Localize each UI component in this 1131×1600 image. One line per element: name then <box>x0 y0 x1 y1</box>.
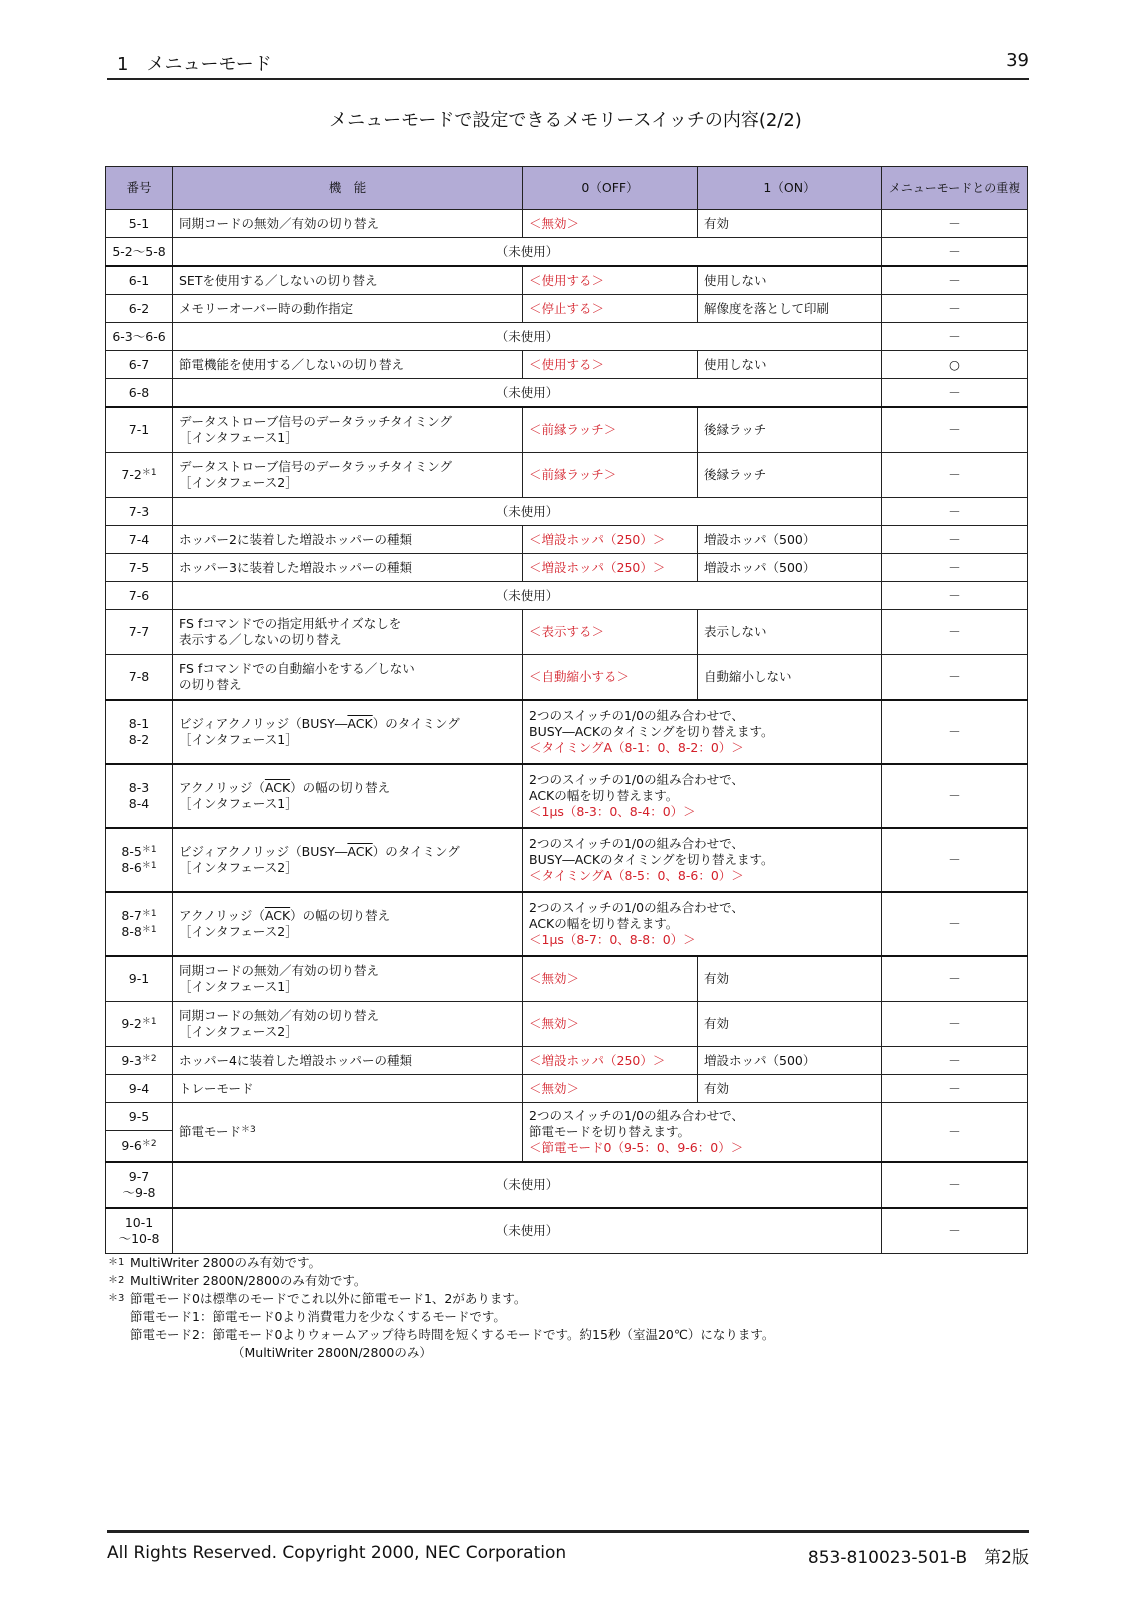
function-cell <box>173 407 523 453</box>
table-row <box>106 351 1028 379</box>
function-text-line-2: ［インタフェース1］ <box>179 430 298 445</box>
switch-number <box>106 210 173 238</box>
footnote-mark: ＊2 <box>108 1275 125 1286</box>
table-row <box>106 526 1028 554</box>
function-text: ）の幅の切り替え <box>290 780 391 795</box>
menu-overlap: － <box>882 526 1028 554</box>
unused-cell: （未使用） <box>173 582 882 610</box>
combination-description <box>523 892 882 956</box>
footnote-text: MultiWriter 2800N/2800のみ有効です。 <box>130 1273 367 1288</box>
combination-description <box>523 828 882 892</box>
footnote-mark: ＊1 <box>141 845 157 855</box>
function-cell <box>173 351 523 379</box>
on-setting: 有効 <box>698 956 882 1002</box>
description-line-2: 節電モードを切り替えます。 <box>529 1124 691 1139</box>
function-text: ）のタイミング <box>372 844 460 859</box>
function-text-line-2: ［インタフェース1］ <box>179 796 298 811</box>
function-text: SETを使用する／しないの切り替え <box>179 272 378 288</box>
off-setting: ＜無効＞ <box>523 210 698 238</box>
table-row <box>106 610 1028 655</box>
table-row <box>106 1075 1028 1103</box>
function-text: FS fコマンドでの自動縮小をする／しない <box>179 661 415 676</box>
section-title: 1 メニューモード <box>117 54 272 75</box>
memory-switch-table <box>105 166 1028 1254</box>
menu-overlap: － <box>882 266 1028 295</box>
function-text-line-2: ［インタフェース2］ <box>179 1024 298 1039</box>
table-header-row <box>106 167 1028 210</box>
on-setting: 解像度を落として印刷 <box>698 295 882 323</box>
switch-number-text: 6-7 <box>128 356 150 372</box>
switch-number <box>106 1075 173 1103</box>
function-text: 節電機能を使用する／しないの切り替え <box>179 356 405 372</box>
footnote-mark: ＊1 <box>141 909 157 919</box>
footnote-mark: ＊2 <box>141 1139 157 1149</box>
function-text-line-2: ［インタフェース2］ <box>179 475 298 490</box>
function-cell <box>173 610 523 655</box>
function-text: アクノリッジ（ <box>179 780 265 795</box>
menu-overlap: － <box>882 764 1028 828</box>
function-text: 節電モード <box>179 1124 242 1139</box>
switch-number-text: 7-8 <box>128 669 150 684</box>
function-text-line-2: ［インタフェース2］ <box>179 924 298 939</box>
switch-number <box>106 498 173 526</box>
switch-number-text: 8-6 <box>121 860 142 875</box>
description-line-2: BUSY―ACKのタイミングを切り替えます。 <box>529 724 774 739</box>
switch-number-text: 5-2～5-8 <box>112 243 166 259</box>
switch-number-text: 9-1 <box>128 971 150 986</box>
table-row <box>106 764 1028 828</box>
footnote-mark: ＊3 <box>108 1293 125 1304</box>
page-number: 39 <box>1006 50 1029 71</box>
switch-number-text: 7-3 <box>128 503 150 519</box>
footnote-mark: ＊1 <box>108 1257 125 1268</box>
header-number: 番号 <box>106 167 173 210</box>
function-cell <box>173 828 523 892</box>
off-setting: ＜停止する＞ <box>523 295 698 323</box>
header-off: 0（OFF） <box>523 167 698 210</box>
header-on: 1（ON） <box>698 167 882 210</box>
function-text: ホッパー2に装着した増設ホッパーの種類 <box>179 531 412 547</box>
switch-number <box>106 554 173 582</box>
function-text-line-2: ［インタフェース1］ <box>179 979 298 994</box>
table-row <box>106 453 1028 498</box>
page-footer <box>107 1530 1029 1568</box>
header-function: 機 能 <box>173 167 523 210</box>
description-line-1: 2つのスイッチの1/0の組み合わせで、 <box>529 900 744 915</box>
description-line-1: 2つのスイッチの1/0の組み合わせで、 <box>529 836 744 851</box>
table-row <box>106 1002 1028 1047</box>
switch-number <box>106 266 173 295</box>
table-row <box>106 1208 1028 1254</box>
footnote-3-line-4: （MultiWriter 2800N/2800のみ） <box>232 1345 432 1360</box>
switch-number-text: ～10-8 <box>118 1231 160 1246</box>
switch-number <box>106 892 173 956</box>
function-text: ）のタイミング <box>372 716 460 731</box>
table-row <box>106 498 1028 526</box>
switch-number-text: 6-3～6-6 <box>112 328 166 344</box>
on-setting: 使用しない <box>698 266 882 295</box>
function-cell <box>173 1075 523 1103</box>
function-text: 同期コードの無効／有効の切り替え <box>179 215 380 231</box>
menu-overlap: ○ <box>882 351 1028 379</box>
table-row <box>106 210 1028 238</box>
unused-cell: （未使用） <box>173 1162 882 1208</box>
function-cell <box>173 210 523 238</box>
function-cell <box>173 764 523 828</box>
menu-overlap: － <box>882 238 1028 267</box>
unused-cell: （未使用） <box>173 238 882 267</box>
function-cell <box>173 526 523 554</box>
function-cell <box>173 295 523 323</box>
switch-number-text: 9-7 <box>128 1169 150 1184</box>
default-setting: ＜タイミングA（8-5：0、8-6：0）＞ <box>529 868 744 883</box>
function-text-line-2: ［インタフェース1］ <box>179 732 298 747</box>
switch-number <box>106 582 173 610</box>
function-text-line-2: の切り替え <box>179 677 242 692</box>
switch-number-text: 7-1 <box>128 422 150 437</box>
switch-number-text: 8-2 <box>128 732 150 747</box>
table-row <box>106 379 1028 408</box>
switch-number-text: 5-1 <box>128 215 150 231</box>
switch-number-text: 7-4 <box>128 531 150 547</box>
off-setting: ＜使用する＞ <box>523 351 698 379</box>
switch-number <box>106 655 173 701</box>
switch-number <box>106 453 173 498</box>
function-text-line-2: ［インタフェース2］ <box>179 860 298 875</box>
footnote-mark: ＊3 <box>241 1125 256 1135</box>
table-row <box>106 295 1028 323</box>
function-text: ホッパー4に装着した増設ホッパーの種類 <box>179 1052 412 1068</box>
footnote-1 <box>108 1254 1028 1272</box>
default-setting: ＜節電モード0（9-5：0、9-6：0）＞ <box>529 1140 744 1155</box>
default-setting: ＜1μs（8-3：0、8-4：0）＞ <box>529 804 696 819</box>
unused-cell: （未使用） <box>173 1208 882 1254</box>
switch-number <box>106 1002 173 1047</box>
switch-number <box>106 295 173 323</box>
ack-signal-overline: $\overline{ACK}$ <box>264 908 291 923</box>
switch-number <box>106 700 173 764</box>
switch-number <box>106 764 173 828</box>
off-setting: ＜増設ホッパ（250）＞ <box>523 554 698 582</box>
switch-number <box>106 1047 173 1075</box>
switch-number-text: 6-2 <box>128 300 150 316</box>
function-text: トレーモード <box>179 1080 254 1096</box>
menu-overlap: － <box>882 1075 1028 1103</box>
menu-overlap: － <box>882 1208 1028 1254</box>
menu-overlap: － <box>882 655 1028 701</box>
function-cell <box>173 700 523 764</box>
switch-number-text: 8-7 <box>121 908 142 923</box>
document-number: 853-810023-501-B 第2版 <box>807 1548 1029 1568</box>
menu-overlap: － <box>882 498 1028 526</box>
default-setting: ＜タイミングA（8-1：0、8-2：0）＞ <box>529 740 744 755</box>
menu-overlap: － <box>882 1047 1028 1075</box>
off-setting: ＜自動縮小する＞ <box>523 655 698 701</box>
table-row <box>106 407 1028 453</box>
footnote-mark: ＊1 <box>141 861 157 871</box>
switch-number-text: 6-8 <box>128 384 150 400</box>
switch-number-text: 9-2 <box>121 1016 142 1031</box>
switch-number-text: 7-5 <box>128 559 150 575</box>
copyright: All Rights Reserved. Copyright 2000, NEC Corporation <box>107 1543 567 1563</box>
on-setting: 表示しない <box>698 610 882 655</box>
off-setting: ＜前縁ラッチ＞ <box>523 453 698 498</box>
function-cell <box>173 554 523 582</box>
table-row <box>106 828 1028 892</box>
switch-number-text: 7-7 <box>128 624 150 639</box>
description-line-1: 2つのスイッチの1/0の組み合わせで、 <box>529 772 744 787</box>
unused-cell: （未使用） <box>173 498 882 526</box>
table-row <box>106 582 1028 610</box>
switch-number <box>106 956 173 1002</box>
table-row <box>106 892 1028 956</box>
footnote-3-line-3: 節電モード2：節電モード0よりウォームアップ待ち時間を短くするモードです。約15秒（室温20℃）になります。 <box>130 1327 775 1342</box>
unused-cell: （未使用） <box>173 379 882 408</box>
on-setting: 有効 <box>698 1075 882 1103</box>
function-cell <box>173 1002 523 1047</box>
function-text: ホッパー3に装着した増設ホッパーの種類 <box>179 559 412 575</box>
function-cell <box>173 1047 523 1075</box>
on-setting: 有効 <box>698 1002 882 1047</box>
off-setting: ＜無効＞ <box>523 1075 698 1103</box>
on-setting: 後縁ラッチ <box>698 453 882 498</box>
footnote-mark: ＊1 <box>141 468 157 478</box>
switch-number: 9-5 <box>106 1103 173 1131</box>
footnote-3 <box>108 1290 1028 1308</box>
footnote-text: 節電モード0は標準のモードでこれ以外に節電モード1、2があります。 <box>130 1291 527 1306</box>
off-setting: ＜増設ホッパ（250）＞ <box>523 526 698 554</box>
table-row <box>106 956 1028 1002</box>
menu-overlap: － <box>882 700 1028 764</box>
menu-overlap: － <box>882 582 1028 610</box>
on-setting: 後縁ラッチ <box>698 407 882 453</box>
function-text: 同期コードの無効／有効の切り替え <box>179 1008 380 1023</box>
switch-number <box>106 351 173 379</box>
switch-number <box>106 610 173 655</box>
switch-number <box>106 828 173 892</box>
function-text: 同期コードの無効／有効の切り替え <box>179 963 380 978</box>
combination-description <box>523 700 882 764</box>
function-cell <box>173 1103 523 1163</box>
function-text: メモリーオーバー時の動作指定 <box>179 300 354 316</box>
unused-cell: （未使用） <box>173 323 882 351</box>
description-line-1: 2つのスイッチの1/0の組み合わせで、 <box>529 1108 744 1123</box>
menu-overlap: － <box>882 828 1028 892</box>
switch-number-text: 6-1 <box>128 272 150 288</box>
description-line-2: BUSY―ACKのタイミングを切り替えます。 <box>529 852 774 867</box>
function-text: データストローブ信号のデータラッチタイミング <box>179 459 453 474</box>
off-setting: ＜前縁ラッチ＞ <box>523 407 698 453</box>
footnote-2 <box>108 1272 1028 1290</box>
table-title: メニューモードで設定できるメモリースイッチの内容(2/2) <box>329 110 802 131</box>
function-text: ビジィアクノリッジ（BUSY― <box>179 716 348 731</box>
menu-overlap: － <box>882 1103 1028 1163</box>
function-cell <box>173 655 523 701</box>
function-text: データストローブ信号のデータラッチタイミング <box>179 414 453 429</box>
ack-signal-overline: $\overline{ACK}$ <box>347 844 373 859</box>
menu-overlap: － <box>882 407 1028 453</box>
function-text-line-2: 表示する／しないの切り替え <box>179 632 342 647</box>
menu-overlap: － <box>882 1002 1028 1047</box>
table-row <box>106 1103 1028 1131</box>
off-setting: ＜表示する＞ <box>523 610 698 655</box>
table-row <box>106 1162 1028 1208</box>
on-setting: 増設ホッパ（500） <box>698 1047 882 1075</box>
function-text: アクノリッジ（ <box>179 908 265 923</box>
function-cell <box>173 956 523 1002</box>
switch-number-text: 8-8 <box>121 924 142 939</box>
switch-number-text: 9-4 <box>128 1080 150 1096</box>
switch-number-text: 9-6 <box>121 1138 142 1153</box>
menu-overlap: － <box>882 1162 1028 1208</box>
function-text: ）の幅の切り替え <box>290 908 391 923</box>
function-cell <box>173 266 523 295</box>
table-row <box>106 554 1028 582</box>
switch-number-text: ～9-8 <box>122 1185 156 1200</box>
on-setting: 使用しない <box>698 351 882 379</box>
table-row <box>106 1047 1028 1075</box>
menu-overlap: － <box>882 956 1028 1002</box>
switch-number <box>106 379 173 408</box>
on-setting: 増設ホッパ（500） <box>698 526 882 554</box>
switch-number <box>106 238 173 267</box>
footnote-mark: ＊2 <box>141 1053 157 1064</box>
switch-number-text: 8-4 <box>128 796 150 811</box>
switch-number <box>106 1208 173 1254</box>
table-row <box>106 323 1028 351</box>
switch-number-text: 7-6 <box>128 587 150 603</box>
off-setting: ＜無効＞ <box>523 1002 698 1047</box>
off-setting: ＜使用する＞ <box>523 266 698 295</box>
switch-number <box>106 323 173 351</box>
switch-number-text: 8-1 <box>128 716 150 731</box>
on-setting: 有効 <box>698 210 882 238</box>
default-setting: ＜1μs（8-7：0、8-8：0）＞ <box>529 932 696 947</box>
function-text: ビジィアクノリッジ（BUSY― <box>179 844 348 859</box>
description-line-1: 2つのスイッチの1/0の組み合わせで、 <box>529 708 744 723</box>
switch-number <box>106 407 173 453</box>
description-line-2: ACKの幅を切り替えます。 <box>529 916 679 931</box>
on-setting: 増設ホッパ（500） <box>698 554 882 582</box>
off-setting: ＜無効＞ <box>523 956 698 1002</box>
footnote-mark: ＊1 <box>141 925 157 935</box>
ack-signal-overline: $\overline{ACK}$ <box>347 716 373 731</box>
footnote-3-line-2: 節電モード1：節電モード0より消費電力を少なくするモードです。 <box>130 1309 506 1324</box>
menu-overlap: － <box>882 210 1028 238</box>
switch-number <box>106 1131 173 1163</box>
footnotes <box>108 1254 1028 1362</box>
table-row <box>106 266 1028 295</box>
switch-number <box>106 1162 173 1208</box>
on-setting: 自動縮小しない <box>698 655 882 701</box>
switch-number <box>106 526 173 554</box>
switch-number-text: 8-5 <box>121 844 142 859</box>
page-header <box>107 48 1029 80</box>
switch-number-text: 7-2 <box>121 467 142 482</box>
function-cell <box>173 453 523 498</box>
menu-overlap: － <box>882 379 1028 408</box>
off-setting: ＜増設ホッパ（250）＞ <box>523 1047 698 1075</box>
menu-overlap: － <box>882 610 1028 655</box>
switch-number-text: 10-1 <box>124 1215 154 1230</box>
description-line-2: ACKの幅を切り替えます。 <box>529 788 679 803</box>
menu-overlap: － <box>882 892 1028 956</box>
menu-overlap: － <box>882 323 1028 351</box>
switch-number-text: 9-3 <box>121 1052 142 1068</box>
table-row <box>106 655 1028 701</box>
function-cell <box>173 892 523 956</box>
switch-number-text: 8-3 <box>128 780 150 795</box>
ack-signal-overline: $\overline{ACK}$ <box>264 780 291 795</box>
header-menu-overlap: メニューモードとの重複 <box>882 167 1028 210</box>
table-row <box>106 238 1028 267</box>
menu-overlap: － <box>882 554 1028 582</box>
combination-description <box>523 1103 882 1163</box>
footnote-mark: ＊1 <box>141 1017 157 1027</box>
table-row <box>106 700 1028 764</box>
menu-overlap: － <box>882 453 1028 498</box>
combination-description <box>523 764 882 828</box>
footnote-text: MultiWriter 2800のみ有効です。 <box>130 1255 321 1270</box>
menu-overlap: － <box>882 295 1028 323</box>
function-text: FS fコマンドでの指定用紙サイズなしを <box>179 616 402 631</box>
